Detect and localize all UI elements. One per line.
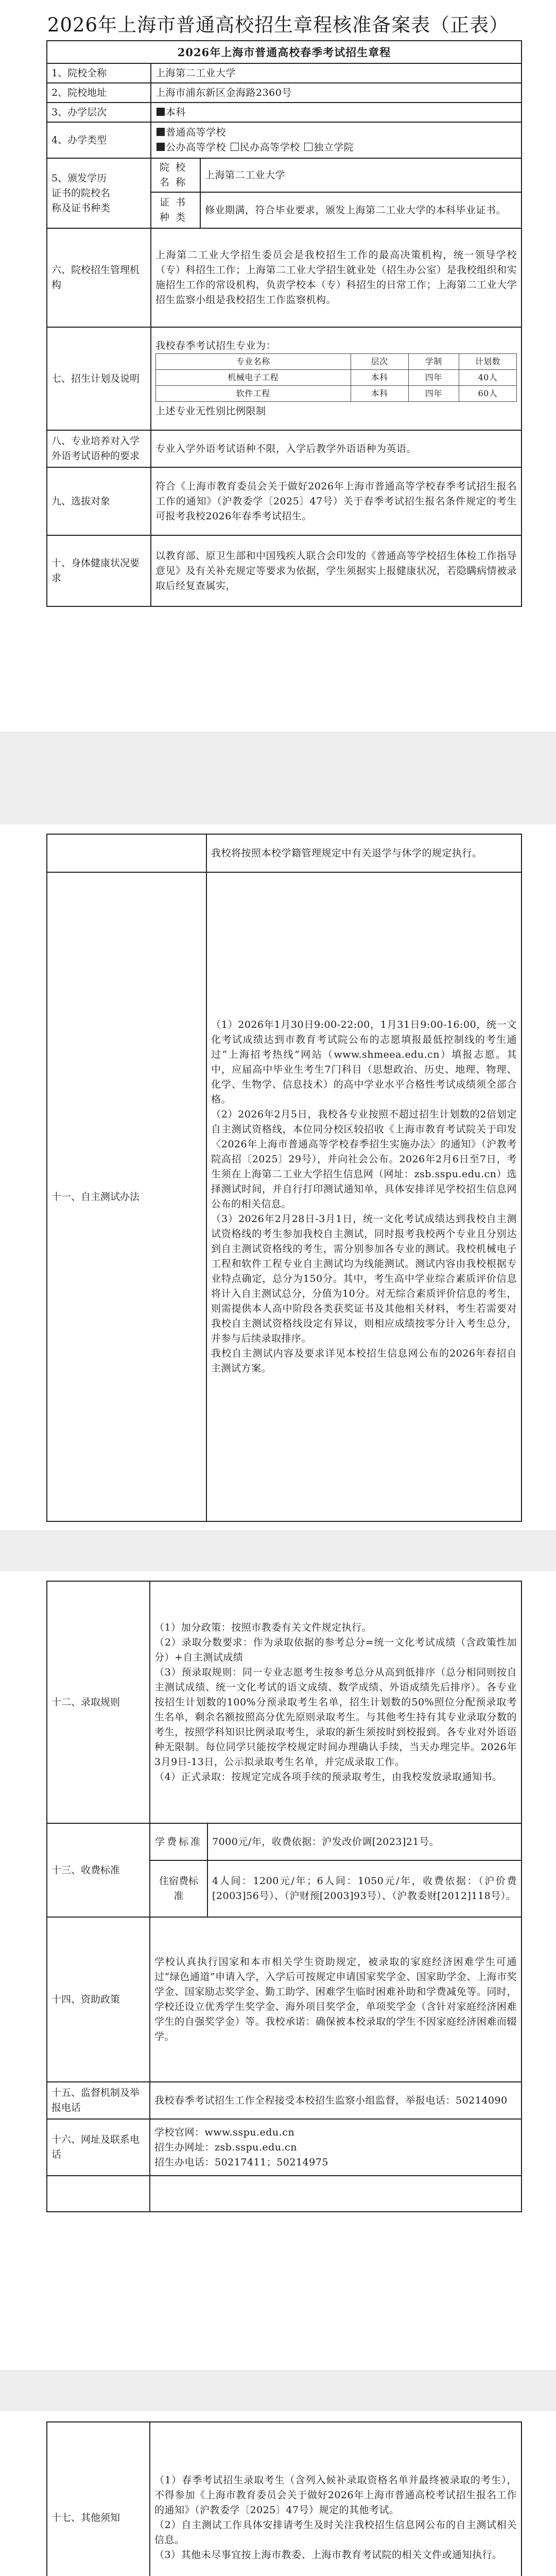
document-title: 2026年上海市普通高校招生章程核准备案表（正表） [47,14,509,36]
label-admission-rules: 十二、录取规则 [47,1581,150,1823]
label-certificate-line-3: 称及证书种类 [51,202,111,214]
plan-cell: 60人 [459,386,516,402]
plan-cell: 软件工程 [156,386,351,402]
checkbox-checked-icon [157,108,165,116]
form-table-page-4 [46,2421,522,2576]
value-health-continued: 我校将按照本校学籍管理规定中有关退学与休学的规定执行。 [206,834,522,872]
value-education-level [151,103,522,122]
value-language-requirement: 专业入学外语考试语种不限，入学后教学外语语种为英语。 [151,430,522,467]
document-page-4 [0,2411,556,2576]
plan-footer-note: 上述专业无性别比例限制 [155,405,266,417]
empty-cell [150,2176,522,2212]
label-admissions-office: 六、院校招生管理机构 [47,228,151,327]
label-enrollment-plan: 七、招生计划及说明 [47,327,151,430]
label-contact: 十六、网址及联系电话 [47,2119,150,2176]
plan-cell: 机械电子工程 [156,370,351,386]
checkbox-empty-icon [231,143,239,151]
plan-cell: 四年 [408,386,459,402]
plan-cell: 40人 [459,370,516,386]
plan-cell: 本科 [351,386,408,402]
document-page-1 [0,0,556,732]
option-independent: 独立学院 [314,142,354,153]
label-school-type: 4、办学类型 [47,122,151,158]
label-financial-aid: 十四、资助政策 [47,1917,150,2082]
form-table-page-2 [46,834,522,1522]
plan-header-level: 层次 [351,354,408,370]
label-fees: 十三、收费标准 [47,1823,150,1917]
value-institution-name: 上海第二工业大学 [200,158,522,192]
label-school-name: 1、院校全称 [47,63,151,83]
table-row [156,370,517,386]
value-accommodation: 4人间：1200元/年；6人间：1050元/年，收费依据：（沪价费[2003]56号）、（沪财预[2003]93号）、（沪教委财[2012]118号）。 [207,1860,522,1917]
label-certificate-line-2: 证书的院校名 [51,187,111,199]
plan-header-duration: 学制 [408,354,459,370]
sub-label-accommodation: 住宿费标准 [150,1860,207,1917]
option-private: 民办高等学校 [239,142,300,153]
value-self-assessment: （1）2026年1月30日9:00-22:00，1月31日9:00-16:00，统一文化考试成绩达到市教育考试院公布的志愿填报最低控制线的考生通过“上海招考热线”网站（www.shmeea.edu.cn）填报志愿。其中，应届高中毕业生考生7门科目（思想政治、历史、地理、物理、化学、生物学、信息技术）的高中学业水平合格性考试成绩须全部合格。 （2）2026年2月5日，我校各专业按照不超过招生计划数的2倍划定自主测试资格线，本位同分校区较招收《上海市教育考试院关于印发〈2026年上海市普通高等学校春季招生实施办法〉的通知》（沪教考院高招〔2025〕29号），并向社会公布。2026年2月6日至7日，考生须在上海第二工业大学招生信息网（网址：zsb.sspu.edu.cn）选择测试时间，并自行打印测试通知单，具体安排详见学校招生信息网公布的相关信息。 （3）2026年2月28日-3月1日，统一文化考试成绩达到我校自主测试资格线的考生参加我校自主测试，同时报考我校两个专业且分别达到自主测试资格线的考生，需分别参加各专业的测试。我校机械电子工程和软件工程专业自主测试均为线能测试。测试内容由我校根据专业特点确定，总分为150分。其中，考生高中学业综合素质评价信息将计入自主测试总分，分值为10分。对无综合素质评价信息的考生，则需提供本人高中阶段各类获奖证书及其他相关材料，考生若需要对我校自主测试资格线设定有异议，则相应成绩按零分计入考生总分，并参与后续录取排序。 我校自主测试内容及要求详见本校招生信息网公布的2026年春招自主测试方案。 [206,872,522,1521]
plan-table [155,353,517,402]
value-eligible-applicants: 符合《上海市教育委员会关于做好2026年上海市普通高等学校春季考试招生报名工作的通知》（沪教委学〔2025〕47号）关于春季考试招生报名条件规定的考生可报考我校2026年春季考试招生。 [151,467,522,535]
label-certificate [47,158,151,228]
value-school-type [151,122,522,158]
plan-header-major: 专业名称 [156,354,351,370]
document-page-3 [0,1571,556,2370]
value-admission-rules: （1）加分政策：按照市教委有关文件规定执行。 （2）录取分数要求：作为录取依据的参考总分=统一文化考试成绩（含政策性加分）+自主测试成绩 （3）预录取规则：同一专业志愿考生按参考总分从高到低排序（总分相同则按自主测试成绩、统一文化考试的语文成绩、数学成绩、外语成绩先后排序）。各专业按招生计划数的100%分预录取考生名单，招生计划数的50%照位分配预录取考生名单，剩余名额按照高分优先原则录取考生。与其他考生持有其专业录取分数的考生，按照学科知识比例录取考生，录取的新生须按时到校报到。各专业对外语语种无限制。每位同学只能按学校规定时间办理确认手续，当天办理完毕。2026年3月9日-13日，公示拟录取考生名单，并完成录取工作。 （4）正式录取：按规定完成各项手续的预录取考生，由我校发放录取通知书。 [150,1581,522,1823]
option-public: 公办高等学校 [166,142,227,153]
option-undergraduate: 本科 [166,106,186,118]
value-financial-aid: 学校认真执行国家和本市相关学生资助规定，被录取的家庭经济困难学生可通过“绿色通道”申请入学，入学后可按规定申请国家奖学金、国家助学金、上海市奖学金、国家励志奖学金、勤工助学、困难学生临时困难补助和学费减免等。同时，学校还设立优秀学生奖学金、海外项目奖学金，单项奖学金（含针对家庭经济困难学生的自强奖学金）等。我校承诺：确保被本校录取的学生不因家庭经济困难而辍学。 [150,1917,522,2082]
value-health-requirement: 以教育部、原卫生部和中国残疾人联合会印发的《普通高等学校招生体检工作指导意见》及有关补充规定等要求为依据，学生须据实上报健康状况，若隐瞒病情被录取后经复查属实， [151,535,522,606]
value-other-notes: （1）春季考试招生录取考生（含列入候补录取资格名单并最终被录取的考生），不得参加《上海市教育委员会关于做好2026年上海市普通高校考试招生报名工作的通知》（沪教委学〔2025〕47号）规定的其他考试。 （2）自主测试工作具体安排请考生及时关注我校招生信息网公布的自主测试相关信息。 （3）其他未尽事宜按上海市教委、上海市教育考试院的相关文件或通知执行。 [150,2422,522,2576]
form-table-page-3 [46,1581,522,2212]
label-eligible-applicants: 九、选拔对象 [47,467,151,535]
label-self-assessment: 十一、自主测试办法 [47,872,206,1521]
label-language-requirement: 八、专业培养对入学外语考试语种的要求 [47,430,151,467]
value-admissions-office: 上海第二工业大学招生委员会是我校招生工作的最高决策机构，统一领导学校（专）科招生工作；上海第二工业大学招生就业处（招生办公室）是我校组织和实施招生工作的常设机构，负责学校本（专）科招生的日常工作；上海第二工业大学招生监察小组是我校招生工作监察机构。 [151,228,522,327]
value-certificate-type: 修业期满，符合毕业要求，颁发上海第二工业大学的本科毕业证书。 [200,192,522,228]
value-supervision: 我校春季考试招生工作全程接受本校招生监察小组监督，举报电话：50214090 [150,2082,522,2119]
plan-cell: 四年 [408,370,459,386]
empty-cell [47,2176,150,2212]
label-health-requirement: 十、身体健康状况要求 [47,535,151,606]
form-table-page-1 [46,40,522,607]
sub-label-tuition: 学费标准 [150,1823,207,1860]
document-page-2 [0,824,556,1530]
value-school-name: 上海第二工业大学 [151,63,522,83]
checkbox-checked-icon [157,128,165,136]
option-regular-college: 普通高等学校 [166,127,227,138]
label-supervision: 十五、监督机制及举报电话 [47,2082,150,2119]
plan-intro: 我校春季考试招生专业为： [155,340,276,351]
table-row [156,386,517,402]
value-enrollment-plan [151,327,522,430]
label-certificate-line-1: 5、颁发学历 [51,172,107,184]
checkbox-checked-icon [157,143,165,151]
value-contact: 学校官网：www.sspu.edu.cn 招生办网址：zsb.sspu.edu.cn 招生办电话：50217411；50214975 [150,2119,522,2176]
value-tuition: 7000元/年，收费依据：沪发改价调[2023]21号。 [207,1823,522,1860]
label-education-level: 3、办学层次 [47,103,151,122]
table-banner: 2026年上海市普通高校春季考试招生章程 [47,41,522,63]
sub-label-institution-name: 院校名称 [151,158,200,192]
plan-header-quota: 计划数 [459,354,516,370]
label-school-address: 2、院校地址 [47,83,151,103]
value-school-address: 上海市浦东新区金海路2360号 [151,83,522,103]
sub-label-certificate-type: 证书种类 [151,192,200,228]
continued-label-cell [47,834,206,872]
label-other-notes: 十七、其他须知 [47,2422,150,2576]
checkbox-empty-icon [304,143,312,151]
plan-cell: 本科 [351,370,408,386]
